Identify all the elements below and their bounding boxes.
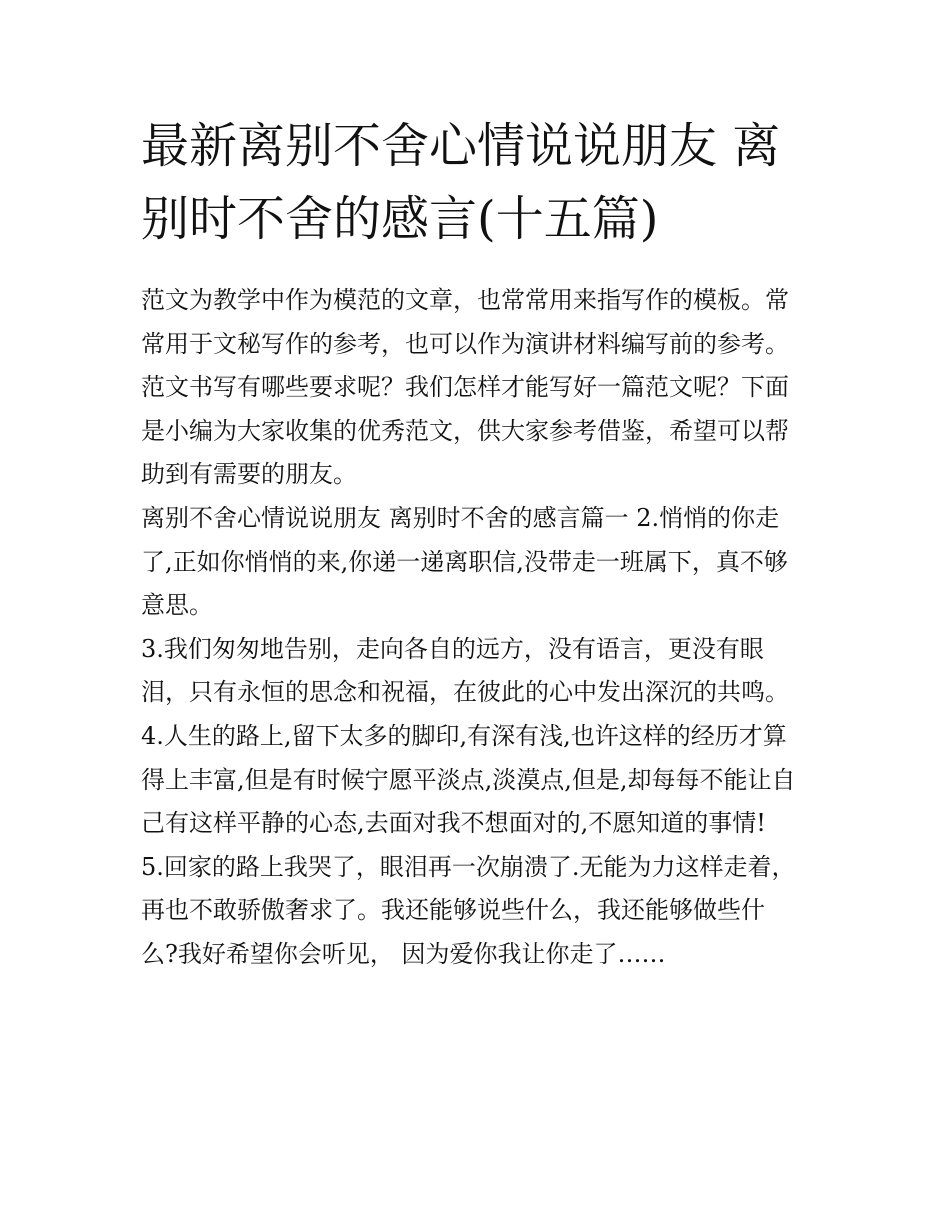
body-line: 范文为教学中作为模范的文章，也常常用来指写作的模板。常 xyxy=(141,286,789,314)
body-line: 5.回家的路上我哭了，眼泪再一次崩溃了.无能为力这样走着， xyxy=(141,852,796,881)
title-line-2: 别时不舍的感言(十五篇) xyxy=(141,191,659,247)
body-line: 再也不敢骄傲奢求了。我还能够说些什么，我还能够做些什 xyxy=(141,896,765,925)
body-line: 得上丰富,但是有时候宁愿平淡点,淡漠点,但是,却每每不能让自 xyxy=(141,765,796,794)
body-line: 么?我好希望你会听见， 因为爱你我让你走了…… xyxy=(141,939,666,968)
body-line: 4.人生的路上,留下太多的脚印,有深有浅,也许这样的经历才算 xyxy=(141,721,787,750)
title-line-1: 最新离别不舍心情说说朋友 离 xyxy=(141,118,781,174)
body-line: 意思。 xyxy=(141,591,213,620)
body-line: 范文书写有哪些要求呢？我们怎样才能写好一篇范文呢？下面 xyxy=(141,373,789,402)
body-line: 离别不舍心情说说朋友 离别时不舍的感言篇一 2.悄悄的你走 xyxy=(141,503,780,532)
document-body xyxy=(141,279,821,977)
body-line: 了,正如你悄悄的来,你递一递离职信,没带走一班属下，真不够 xyxy=(141,547,788,576)
body-line: 3.我们匆匆地告别，走向各自的远方，没有语言，更没有眼 xyxy=(141,634,764,663)
body-line: 泪，只有永恒的思念和祝福，在彼此的心中发出深沉的共鸣。 xyxy=(141,678,789,707)
body-line: 是小编为大家收集的优秀范文，供大家参考借鉴，希望可以帮 xyxy=(141,416,789,445)
body-line: 助到有需要的朋友。 xyxy=(141,460,357,489)
document-title xyxy=(141,110,821,256)
body-line: 常用于文秘写作的参考，也可以作为演讲材料编写前的参考。 xyxy=(141,329,789,358)
body-line: 己有这样平静的心态,去面对我不想面对的,不愿知道的事情! xyxy=(141,809,766,838)
